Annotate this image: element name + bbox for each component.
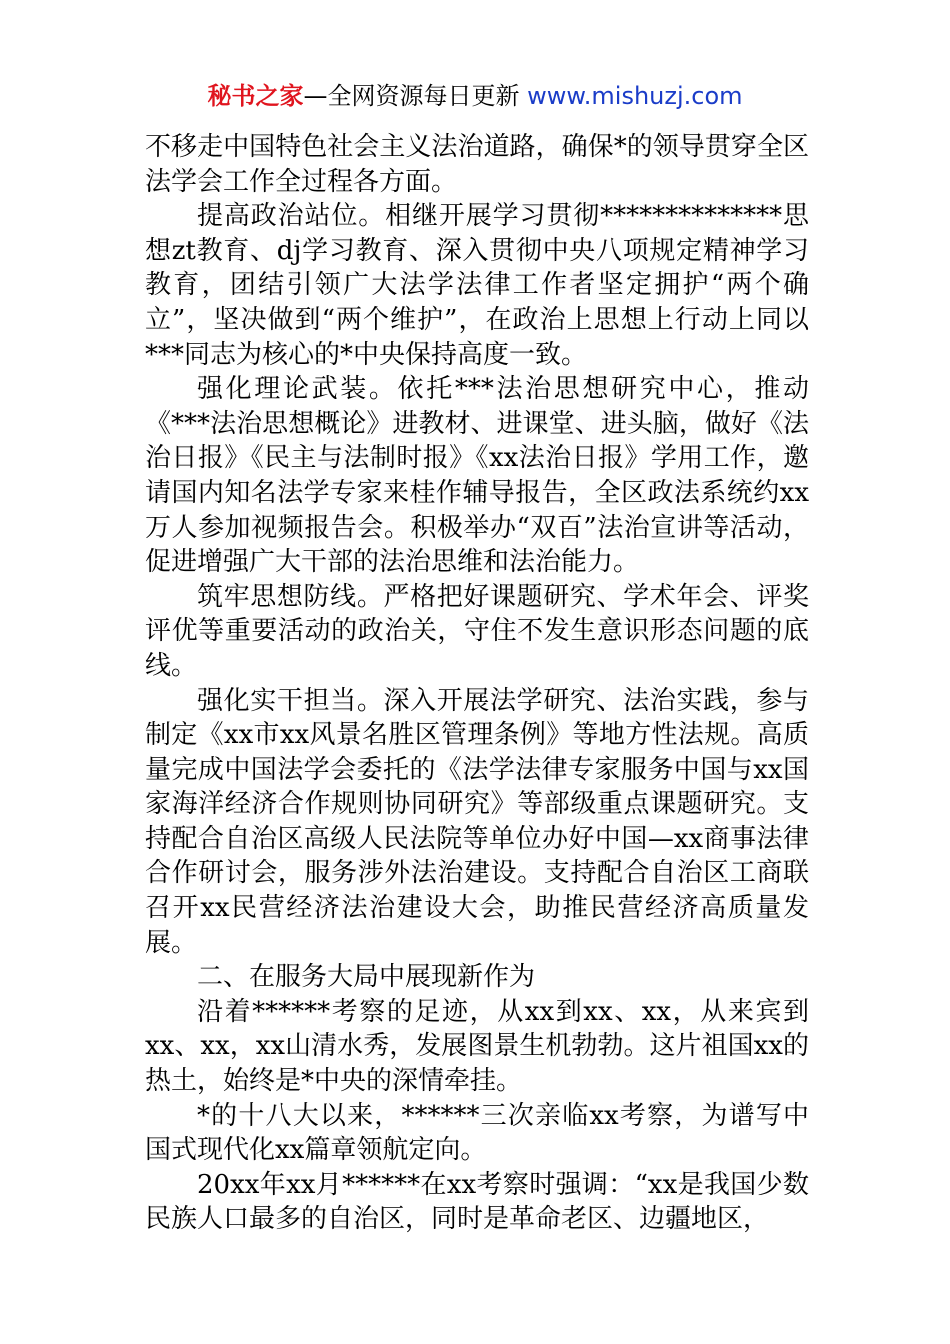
section-heading: 二、在服务大局中展现新作为 [197, 962, 536, 993]
paragraph-7: *的十八大以来，******三次亲临xx考察，为谱写中国式现代化xx篇章领航定向。 [145, 1100, 809, 1166]
paragraph-3: 强化理论武装。依托***法治思想研究中心，推动《***法治思想概论》进教材、进课堂、进头脑，做好《法治日报》《民主与法制时报》《xx法治日报》学用工作，邀请国内知名法学专家来桂作辅导报告，全区政法系统约xx万人参加视频报告会。积极举办“双百”法治宣讲等活动，促进增强广大干部的法治思维和法治能力。 [145, 374, 809, 578]
paragraph-2: 提高政治站位。相继开展学习贯彻**************思想zt教育、dj学习教育、深入贯彻中央八项规定精神学习教育，团结引领广大法学法律工作者坚定拥护“两个确立”，坚决做到“两个维护”，在政治上思想上行动上同以***同志为核心的*中央保持高度一致。 [145, 201, 809, 370]
paragraph-1: 不移走中国特色社会主义法治道路，确保*的领导贯穿全区法学会工作全过程各方面。 [145, 132, 809, 197]
paragraph-4: 筑牢思想防线。严格把好课题研究、学术年会、评奖评优等重要活动的政治关，守住不发生意识形态问题的底线。 [145, 581, 809, 681]
paragraph-6: 沿着******考察的足迹，从xx到xx、xx，从来宾到xx、xx，xx山清水秀，发展图景生机勃勃。这片祖国xx的热土，始终是*中央的深情牵挂。 [145, 996, 809, 1097]
document-body [145, 130, 809, 1237]
paragraph-8: 20xx年xx月******在xx考察时强调：“xx是我国少数民族人口最多的自治区，同时是革命老区、边疆地区， [145, 1169, 809, 1235]
site-url[interactable]: www.mishuzj.com [527, 82, 743, 110]
page-header [0, 78, 950, 114]
paragraph-5: 强化实干担当。深入开展法学研究、法治实践，参与制定《xx市xx风景名胜区管理条例》等地方性法规。高质量完成中国法学会委托的《法学法律专家服务中国与xx国家海洋经济合作规则协同研究》等部级重点课题研究。支持配合自治区高级人民法院等单位办好中国—xx商事法律合作研讨会，服务涉外法治建设。支持配合自治区工商联召开xx民营经济法治建设大会，助推民营经济高质量发展。 [145, 685, 809, 958]
header-tagline: —全网资源每日更新 [303, 82, 528, 110]
brand-name: 秘书之家 [207, 82, 304, 110]
